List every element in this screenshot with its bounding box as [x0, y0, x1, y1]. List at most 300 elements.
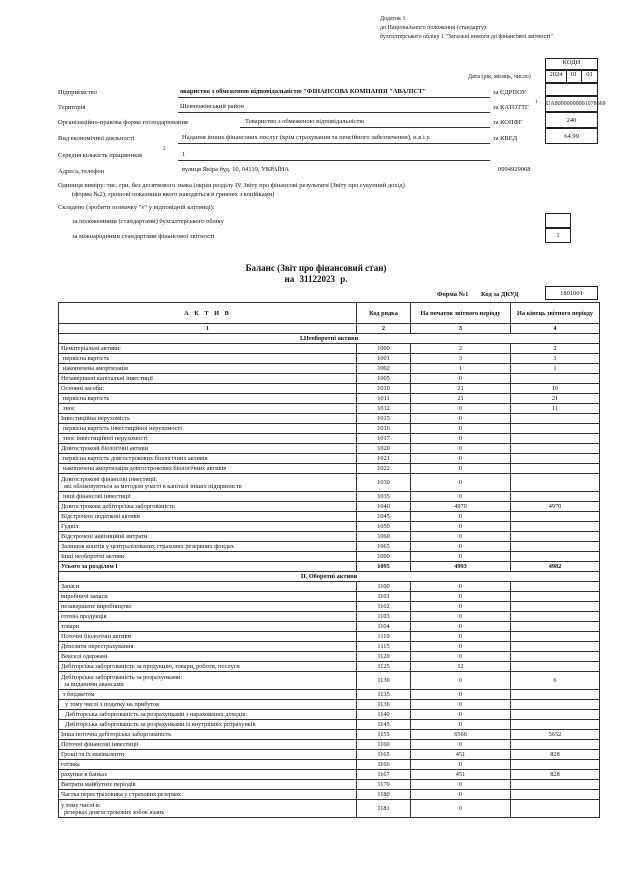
row-start-value: 0 — [411, 720, 511, 730]
row-label — [59, 512, 357, 522]
row-end-value: 3 — [511, 354, 600, 364]
row-start-value: 0 — [411, 710, 511, 720]
row-label-text: у тому числі в: — [61, 801, 101, 809]
row-label — [59, 492, 357, 502]
row-label-text: Довгострокова дебіторська заборгованість — [61, 503, 175, 510]
row-end-value: 11 — [511, 404, 600, 414]
units-line-1: Одиниця виміру: тис. грн. без десяткового знака (окрім розділу IV Звіту про фінансові результати (Звіту про сукупний дохід) — [58, 182, 405, 189]
row-code: 1065 — [357, 542, 411, 552]
row-label-text: Дебіторська заборгованість за розрахунками: — [61, 673, 183, 681]
compiled-label: Складено (зробити позначку "v" у відповідній клітинці): — [58, 204, 215, 211]
form-label: Форма №1 — [437, 291, 469, 298]
territory-value: Шевченківський район — [180, 103, 244, 110]
row-label — [59, 652, 357, 662]
row-end-value — [511, 652, 600, 662]
row-code: 1100 — [357, 582, 411, 592]
dkud-label: Код за ДКУД — [481, 291, 519, 298]
row-end-value — [511, 532, 600, 542]
row-label-text: Інша поточна дебіторська заборгованість — [61, 731, 172, 738]
row-code: 1010 — [357, 384, 411, 394]
row-label-text: Залишок коштів у централізованих страхових резервних фондах — [61, 543, 234, 550]
table-row — [59, 394, 600, 404]
row-code: 1180 — [357, 790, 411, 800]
annex-line-2: до Національного положення (стандарту) — [380, 25, 486, 31]
kopfg-code: 240 — [545, 112, 598, 128]
phone: 0994929068 — [498, 166, 531, 173]
katottg-code: UA80000000001078669 — [545, 96, 598, 112]
row-start-value: 0 — [411, 474, 511, 492]
table-row — [59, 502, 600, 512]
row-start-value: 1 — [411, 364, 511, 374]
row-start-value: 0 — [411, 760, 511, 770]
row-label-text: Поточні біологічні активи — [61, 633, 131, 640]
row-end-value — [511, 582, 600, 592]
row-code: 1021 — [357, 454, 411, 464]
table-row — [59, 720, 600, 730]
row-code: 1060 — [357, 532, 411, 542]
row-label — [59, 662, 357, 672]
row-label-text: Нематеріальні активи: — [61, 345, 121, 352]
date-year: 2024 — [545, 70, 567, 83]
row-end-value — [511, 454, 600, 464]
table-row — [59, 710, 600, 720]
row-end-value — [511, 444, 600, 454]
row-label — [59, 622, 357, 632]
row-label — [59, 770, 357, 780]
row-start-value: 0 — [411, 552, 511, 562]
row-code: 1005 — [357, 374, 411, 384]
report-date: 31122023 — [299, 274, 335, 284]
row-label-text: накопичена амортизація — [63, 365, 128, 372]
row-code: 1011 — [357, 394, 411, 404]
table-row — [59, 374, 600, 384]
row-label — [59, 434, 357, 444]
legal-form-value: Товариство з обмеженою відповідальністю — [245, 118, 365, 125]
row-code: 1110 — [357, 632, 411, 642]
row-start-value: 2 — [411, 344, 511, 354]
section-row — [59, 572, 600, 582]
row-end-value: 4982 — [511, 562, 600, 572]
enterprise-value: овариство з обмеженою відповідальністю "ФІНАНСОВА КОМПАНІЯ "АВАЛІСТ" — [180, 88, 427, 95]
row-label-text: Дебіторська заборгованість за розрахунками із внутрішніх розрахунків — [65, 721, 256, 728]
row-end-value — [511, 710, 600, 720]
row-code: 1101 — [357, 592, 411, 602]
row-start-value: 6566 — [411, 730, 511, 740]
table-row — [59, 424, 600, 434]
table-row — [59, 690, 600, 700]
row-label-text: Інвестиційна нерухомість — [61, 415, 130, 422]
row-end-value — [511, 632, 600, 642]
row-label-text: інші фінансові інвестиції — [63, 493, 131, 500]
row-code: 1012 — [357, 404, 411, 414]
table-row — [59, 364, 600, 374]
row-label — [59, 750, 357, 760]
section-row — [59, 334, 600, 344]
row-label-text: первісна вартість — [63, 395, 110, 402]
row-label-subtext: які обліковуються за методом участі в капіталі інших підприємств — [64, 482, 242, 490]
row-end-value — [511, 740, 600, 750]
table-row — [59, 434, 600, 444]
row-label-text: первісна вартість інвестиційної нерухомості — [63, 425, 182, 432]
row-code: 1017 — [357, 434, 411, 444]
row-label-text: Депозити перестрахування — [61, 643, 134, 650]
row-code: 1000 — [357, 344, 411, 354]
table-row — [59, 464, 600, 474]
row-label — [59, 404, 357, 414]
row-label-text: рахунки в банках — [61, 771, 108, 778]
row-code: 1095 — [357, 562, 411, 572]
table-row — [59, 552, 600, 562]
table-row — [59, 532, 600, 542]
row-code: 1015 — [357, 414, 411, 424]
row-code: 1115 — [357, 642, 411, 652]
row-start-value: 21 — [411, 394, 511, 404]
table-row — [59, 750, 600, 760]
row-label-subtext: за виданими авансами — [64, 680, 124, 688]
row-start-value: 0 — [411, 512, 511, 522]
row-end-value — [511, 790, 600, 800]
table-row — [59, 444, 600, 454]
row-label-text: виробничі запаси — [61, 593, 108, 600]
table-row — [59, 474, 600, 492]
row-code: 1130 — [357, 672, 411, 690]
row-end-value — [511, 434, 600, 444]
row-start-value: 21 — [411, 384, 511, 394]
row-code: 1040 — [357, 502, 411, 512]
row-label — [59, 602, 357, 612]
row-end-value — [511, 602, 600, 612]
date-label: Дата (рік, місяць, число) — [468, 74, 531, 80]
row-label — [59, 552, 357, 562]
row-end-value — [511, 720, 600, 730]
row-label-text: знос — [63, 405, 75, 412]
row-label-text: у тому числі з податку на прибуток — [65, 701, 160, 708]
row-label — [59, 502, 357, 512]
table-row — [59, 354, 600, 364]
table-row — [59, 700, 600, 710]
row-label — [59, 532, 357, 542]
row-code: 1170 — [357, 780, 411, 790]
row-code: 1030 — [357, 474, 411, 492]
row-start-value: 0 — [411, 404, 511, 414]
row-label — [59, 354, 357, 364]
row-label — [59, 454, 357, 464]
row-code: 1102 — [357, 602, 411, 612]
territory-label: Територія — [58, 104, 86, 111]
row-end-value: 5652 — [511, 730, 600, 740]
report-date-suffix: р. — [340, 274, 348, 284]
row-code: 1145 — [357, 720, 411, 730]
row-label-text: Частка перестраховика у страхових резервах — [61, 791, 182, 798]
table-row — [59, 642, 600, 652]
row-label-text: незавершене виробництво — [61, 603, 132, 610]
row-label — [59, 642, 357, 652]
row-end-value: 10 — [511, 384, 600, 394]
row-end-value: 4970 — [511, 502, 600, 512]
legal-form-label: Організаційно-правова форма господарювання — [58, 119, 188, 126]
row-end-value: 828 — [511, 770, 600, 780]
header-assets: А К Т И В — [59, 303, 357, 324]
annex-line-3: бухгалтерського обліку 1 "Загальні вимоги до фінансової звітності" — [380, 34, 553, 40]
row-code: 1166 — [357, 760, 411, 770]
table-row — [59, 760, 600, 770]
row-code: 1022 — [357, 464, 411, 474]
table-row — [59, 662, 600, 672]
row-end-value — [511, 690, 600, 700]
col-number-2: 2 — [357, 324, 411, 334]
report-date-prefix: на — [284, 274, 295, 284]
table-row — [59, 542, 600, 552]
row-label-text: Гудвіл — [61, 523, 79, 530]
row-start-value: 0 — [411, 434, 511, 444]
katottg-label: за КАТОТТГ — [493, 104, 529, 111]
row-start-value: 0 — [411, 532, 511, 542]
international-standards-label: за міжнародними стандартами фінансової звітності — [72, 233, 215, 240]
national-standards-label: за положеннями (стандартами) бухгалтерського обліку — [72, 218, 224, 225]
header-end: На кінець звітного періоду — [511, 303, 600, 324]
row-end-value: 2 — [511, 344, 600, 354]
row-start-value: 0 — [411, 464, 511, 474]
table-row — [59, 730, 600, 740]
row-code: 1165 — [357, 750, 411, 760]
activity-label: Вид економічної діяльності — [58, 135, 135, 142]
address-label: Адреса, телефон — [58, 168, 105, 175]
row-code: 1125 — [357, 662, 411, 672]
row-start-value: 0 — [411, 780, 511, 790]
row-start-value: 0 — [411, 790, 511, 800]
table-row — [59, 384, 600, 394]
row-end-value — [511, 552, 600, 562]
row-label — [59, 632, 357, 642]
row-label-text: Запаси — [61, 583, 80, 590]
row-label-text: Інші необоротні активи — [61, 553, 125, 560]
employees-label: Середня кількість працівників — [58, 152, 143, 159]
row-label — [59, 522, 357, 532]
row-label — [59, 690, 357, 700]
row-end-value: 828 — [511, 750, 600, 760]
edrpou-label: за ЄДРПОУ — [493, 89, 527, 96]
date-day: 01 — [581, 70, 598, 83]
row-code: 1160 — [357, 740, 411, 750]
row-code: 1020 — [357, 444, 411, 454]
row-label-text: Довгострокові фінансові інвестиції: — [61, 475, 158, 483]
row-code: 1120 — [357, 652, 411, 662]
row-label-text: Витрати майбутніх періодів — [61, 781, 136, 788]
row-end-value — [511, 492, 600, 502]
row-label — [59, 780, 357, 790]
row-start-value: 0 — [411, 414, 511, 424]
row-end-value — [511, 414, 600, 424]
section-title: I.Необоротні активи — [59, 334, 600, 344]
units-line-2: (форма №2), грошові показники якого наводяться в гривнях з копійками) — [72, 191, 275, 198]
row-label-text: з бюджетом — [63, 691, 95, 698]
row-label-text: первісна вартість довгострокових біологічних активів — [63, 455, 208, 462]
row-code: 1140 — [357, 710, 411, 720]
row-start-value: 0 — [411, 622, 511, 632]
row-end-value — [511, 374, 600, 384]
address-value: вулиця Якіра буд. 10, 04119, УКРАЇНА — [182, 166, 290, 173]
row-end-value: 21 — [511, 394, 600, 404]
balance-table — [58, 302, 600, 818]
row-label — [59, 790, 357, 800]
edrpou-code — [545, 83, 598, 96]
row-code: 1135 — [357, 690, 411, 700]
row-code: 1001 — [357, 354, 411, 364]
row-code: 1181 — [357, 800, 411, 818]
report-title: Баланс (Звіт про фінансовий стан) — [245, 263, 387, 273]
row-label-text: товари — [61, 623, 80, 630]
row-label — [59, 740, 357, 750]
row-end-value: 1 — [511, 364, 600, 374]
row-start-value: 4970 — [411, 502, 511, 512]
row-start-value: 0 — [411, 582, 511, 592]
row-label — [59, 474, 357, 492]
row-label-text: Дебіторська заборгованість за продукцію, товари, роботи, послуги — [61, 663, 240, 670]
row-label-text: Відстрочені податкові активи — [61, 513, 140, 520]
row-label — [59, 582, 357, 592]
table-row — [59, 414, 600, 424]
activity-value: Надання інших фінансових послуг (крім страхування та пенсійного забезпечення), н.в.і.у. — [182, 134, 431, 141]
row-label-text: Дебіторська заборгованість за розрахунками з нарахованих доходів — [65, 711, 246, 718]
row-start-value: 0 — [411, 492, 511, 502]
row-label-text: Незавершені капітальні інвестиції — [61, 375, 153, 382]
row-label-text: первісна вартість — [63, 355, 110, 362]
table-row — [59, 770, 600, 780]
table-row — [59, 492, 600, 502]
row-start-value: 0 — [411, 444, 511, 454]
row-end-value — [511, 522, 600, 532]
row-start-value: 0 — [411, 672, 511, 690]
table-row — [59, 652, 600, 662]
kved-label: за КВЕД — [493, 135, 518, 142]
row-label — [59, 424, 357, 434]
row-code: 1050 — [357, 522, 411, 532]
col-number-4: 4 — [511, 324, 600, 334]
table-row — [59, 512, 600, 522]
codes-header: КОДИ — [545, 58, 598, 70]
row-code: 1035 — [357, 492, 411, 502]
row-end-value — [511, 800, 600, 818]
national-standards-checkbox — [545, 213, 571, 228]
row-end-value: 6 — [511, 672, 600, 690]
row-label-text: Відстрочені аквізиційні витрати — [61, 533, 148, 540]
row-label-text: Поточні фінансові інвестиції — [61, 741, 139, 748]
row-end-value — [511, 700, 600, 710]
table-row — [59, 780, 600, 790]
row-code: 1104 — [357, 622, 411, 632]
row-start-value: 0 — [411, 592, 511, 602]
table-row — [59, 672, 600, 690]
row-start-value: 0 — [411, 800, 511, 818]
row-start-value: 0 — [411, 454, 511, 464]
row-start-value: 0 — [411, 632, 511, 642]
row-start-value: 0 — [411, 522, 511, 532]
row-end-value — [511, 662, 600, 672]
row-label-text: готівка — [61, 761, 80, 768]
row-label — [59, 414, 357, 424]
dkud-code: 1801001 — [545, 286, 598, 300]
row-start-value: 0 — [411, 642, 511, 652]
row-end-value — [511, 622, 600, 632]
row-label — [59, 364, 357, 374]
row-label — [59, 672, 357, 690]
row-label-text: знос інвестиційної нерухомості — [63, 435, 148, 442]
table-row — [59, 602, 600, 612]
row-end-value — [511, 780, 600, 790]
table-row — [59, 800, 600, 818]
row-label-text: Усього за розділом I — [61, 563, 118, 570]
row-end-value — [511, 474, 600, 492]
row-label — [59, 542, 357, 552]
row-code: 1016 — [357, 424, 411, 434]
row-label — [59, 710, 357, 720]
table-row — [59, 740, 600, 750]
row-start-value: 451 — [411, 770, 511, 780]
row-label-subtext: резервах довгострокових зобов`язань — [64, 808, 165, 816]
row-label — [59, 394, 357, 404]
row-code: 1090 — [357, 552, 411, 562]
table-row — [59, 632, 600, 642]
table-row — [59, 622, 600, 632]
table-row — [59, 522, 600, 532]
row-label — [59, 562, 357, 572]
row-label — [59, 344, 357, 354]
enterprise-label: Підприємство — [58, 89, 97, 96]
row-start-value: 0 — [411, 424, 511, 434]
row-start-value: 451 — [411, 750, 511, 760]
row-label — [59, 730, 357, 740]
row-label — [59, 612, 357, 622]
table-row — [59, 582, 600, 592]
table-row — [59, 592, 600, 602]
international-standards-checkbox: 1 — [545, 228, 571, 243]
katottg-superscript: 1 — [535, 100, 538, 105]
date-month: 01 — [566, 70, 582, 83]
row-end-value — [511, 760, 600, 770]
employees-value: 1 — [182, 151, 186, 158]
row-start-value: 0 — [411, 602, 511, 612]
row-start-value: 0 — [411, 740, 511, 750]
row-start-value: 0 — [411, 542, 511, 552]
row-label — [59, 592, 357, 602]
row-label — [59, 760, 357, 770]
row-label-text: Основні засоби: — [61, 385, 105, 392]
table-row — [59, 562, 600, 572]
row-code: 1002 — [357, 364, 411, 374]
header-code: Код рядка — [357, 303, 411, 324]
row-label — [59, 464, 357, 474]
col-number-1: 1 — [59, 324, 357, 334]
table-row — [59, 790, 600, 800]
row-end-value — [511, 512, 600, 522]
col-number-3: 3 — [411, 324, 511, 334]
row-label-text: Гроші та їх еквіваленти — [61, 751, 125, 758]
row-label-text: Довгострокові біологічні активи — [61, 445, 148, 452]
header-start: На початок звітного періоду — [411, 303, 511, 324]
row-code: 1103 — [357, 612, 411, 622]
row-code: 1155 — [357, 730, 411, 740]
table-row — [59, 344, 600, 354]
row-start-value: 12 — [411, 662, 511, 672]
table-row — [59, 454, 600, 464]
row-start-value: 3 — [411, 354, 511, 364]
kopfg-label: за КОПФГ — [493, 119, 523, 126]
row-label — [59, 720, 357, 730]
row-label-text: накопичена амортизація довгострокових біологічних активів — [63, 465, 227, 472]
row-label-text: Векселі одержані — [61, 653, 108, 660]
row-code: 1167 — [357, 770, 411, 780]
row-label — [59, 444, 357, 454]
